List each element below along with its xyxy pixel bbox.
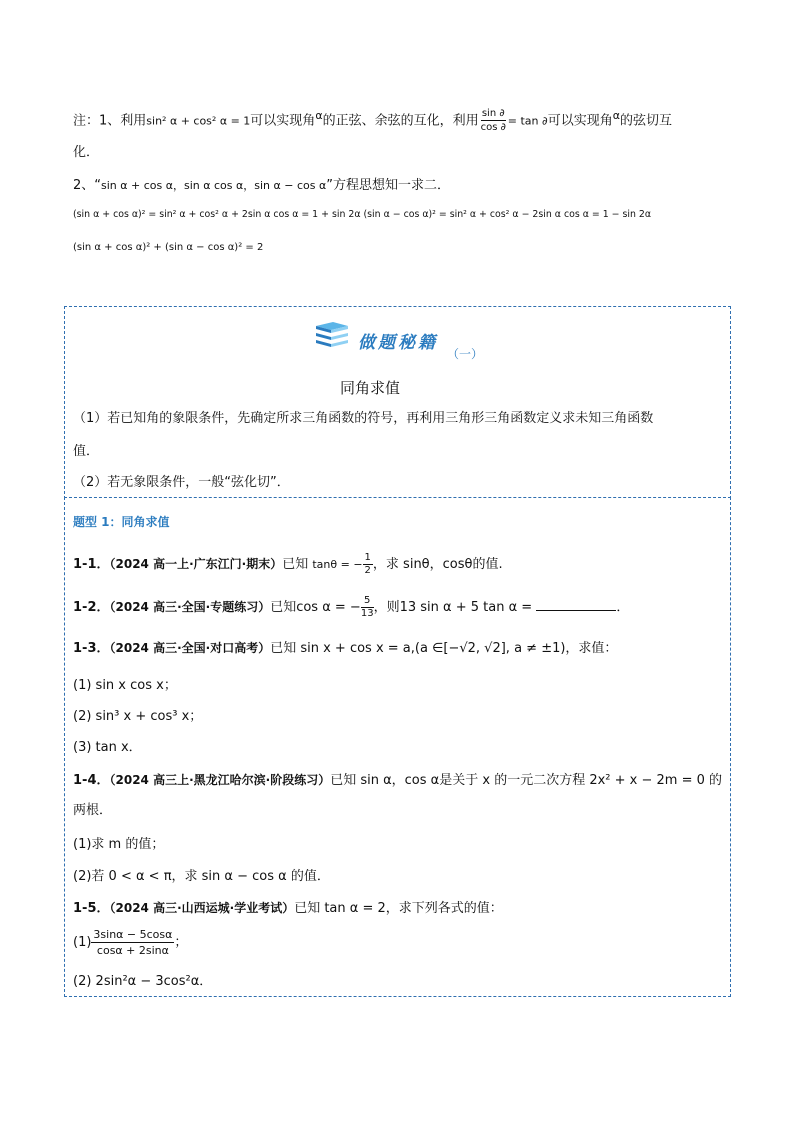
note-line-1 [73, 106, 672, 134]
fraction-numerator: 5 [361, 595, 374, 608]
question-1-3-part-1: (1) sin x cos x； [73, 678, 177, 693]
note-text: 可以实现角 [547, 113, 613, 129]
question-1-3-part-3: (3) tan x． [73, 740, 142, 755]
note-text: 可以实现角 [250, 113, 316, 129]
tip-1-cont: 值． [73, 444, 100, 459]
question-1-3-part-2: (2) sin³ x + cos³ x； [73, 709, 203, 724]
question-source: （2024 高一上·广东江门·期末） [109, 557, 283, 571]
question-number: 1-3． [73, 641, 110, 656]
fraction [361, 595, 374, 620]
question-text: 已知 sin α，cos α是关于 x 的一元二次方程 2x² + x − 2m = 0 的 [330, 773, 723, 788]
question-text: ，求 sinθ，cosθ的值. [372, 557, 503, 572]
tip-2: （2）若无象限条件，一般“弦化切”． [73, 475, 290, 490]
question-text: ． [616, 600, 630, 615]
fraction-denominator: cosα + 2sinα [96, 944, 169, 957]
type-label: 题型 1：同角求值 [73, 515, 170, 529]
question-text: 已知 tan α = 2，求下列各式的值： [294, 901, 503, 916]
triple-formula: sin α + cos α，sin α cos α，sin α − cos α [101, 179, 327, 192]
question-number: 1-1． [73, 557, 110, 572]
tan-formula: = tan ∂ [507, 114, 548, 128]
alpha-symbol: α [612, 109, 620, 122]
question-1-4-part-1: (1)求 m 的值； [73, 837, 165, 852]
question-source: （2024 高三·山西运城·学业考试） [109, 901, 295, 915]
alpha-symbol: α [315, 109, 323, 122]
fraction [91, 927, 174, 958]
sin-cos-fraction [481, 107, 506, 134]
fraction-denominator: 2 [364, 565, 371, 576]
fraction-numerator: 1 [364, 552, 371, 563]
fraction [363, 552, 373, 577]
question-source: （2024 高三·全国·专题练习） [109, 600, 271, 614]
question-number: 1-5． [73, 901, 110, 916]
sum-formula: (sin α + cos α)² + (sin α − cos α)² = 2 [73, 242, 264, 253]
question-text: ，则13 sin α + 5 tan α = [373, 600, 533, 615]
note-text: 的正弦、余弦的互化，利用 [322, 113, 479, 129]
question-source: （2024 高三·全国·对口高考） [109, 641, 271, 655]
fraction-numerator: 3sinα − 5cosα [93, 928, 173, 941]
question-text: 已知 sin x + cos x = a,(a ∈[−√2, √2], a ≠ ±1)，求值： [270, 641, 618, 656]
question-source: （2024 高三上·黑龙江哈尔滨·阶段练习） [109, 773, 331, 787]
book-stack-icon [313, 320, 351, 356]
question-1-3 [73, 638, 617, 659]
tan-expr: tanθ = − [312, 558, 363, 571]
question-1-4-part-2: (2)若 0 < α < π，求 sin α − cos α 的值． [73, 869, 330, 884]
question-1-1 [73, 552, 503, 577]
question-text: 已知cos α = − [270, 600, 361, 615]
answer-blank[interactable] [536, 598, 616, 611]
fraction-denominator: 13 [360, 608, 374, 619]
question-number: 1-2． [73, 600, 110, 615]
note-line-1-cont: 化． [73, 145, 100, 160]
box-heading: 同角求值 [340, 379, 401, 397]
tag-subtitle: （一） [447, 347, 484, 361]
note-text: 注：1、利用 [73, 113, 147, 129]
question-text: ； [174, 935, 188, 950]
note-text: 的弦切互 [620, 113, 673, 129]
tag-title: 做题秘籍 [358, 333, 438, 353]
note-line-2 [73, 176, 450, 196]
part-label: (1) [73, 935, 92, 950]
note-text: ”方程思想知一求二． [326, 178, 450, 193]
question-text: 已知 [282, 557, 309, 572]
question-1-4 [73, 770, 722, 791]
question-1-4-cont: 两根． [73, 803, 113, 818]
question-1-2 [73, 595, 629, 620]
fraction-numerator: sin ∂ [481, 108, 505, 120]
question-number: 1-4． [73, 773, 110, 788]
fraction-denominator: cos ∂ [480, 122, 506, 134]
square-formulas: (sin α + cos α)² = sin² α + cos² α + 2sin α cos α = 1 + sin 2α (sin α − cos α)² = sin² α + cos² α − 2sin α cos α = 1 − sin 2α [73, 209, 652, 220]
question-1-5 [73, 898, 503, 919]
question-1-5-part-1 [73, 927, 187, 958]
tip-1: （1）若已知角的象限条件，先确定所求三角函数的符号，再利用三角形三角函数定义求未知三角函数 [73, 411, 654, 426]
question-1-5-part-2: (2) 2sin²α − 3cos²α． [73, 974, 213, 989]
identity-formula: sin² α + cos² α = 1 [146, 114, 251, 128]
note-text: 2、“ [73, 178, 102, 193]
